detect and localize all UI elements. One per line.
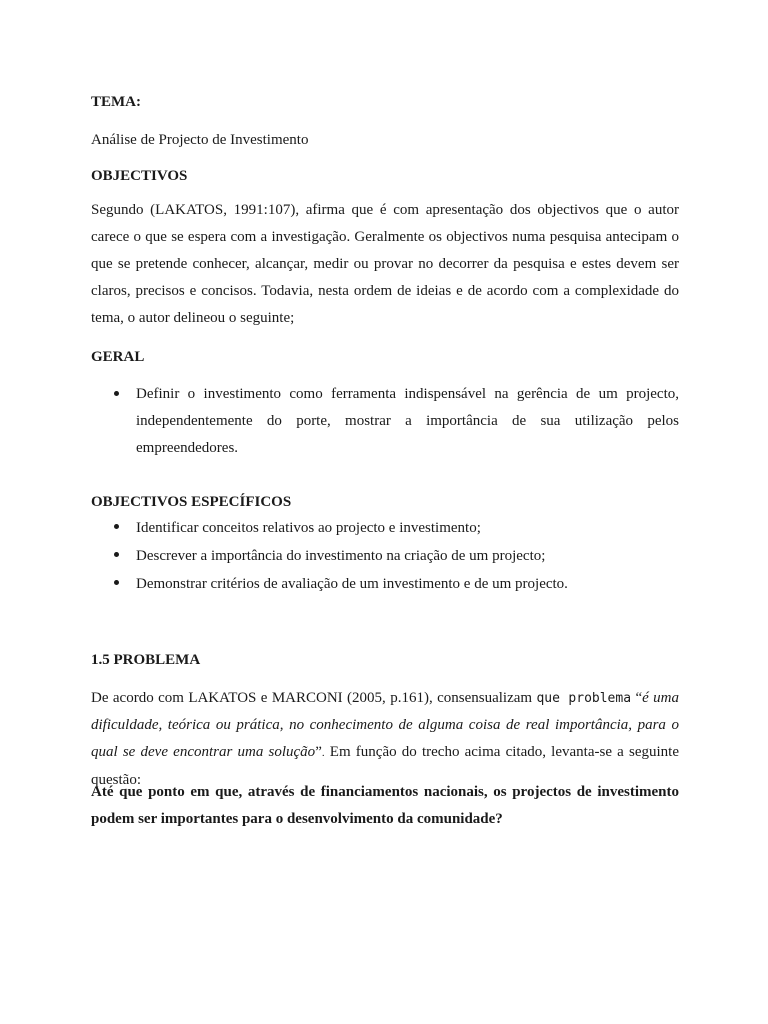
geral-item-text: Definir o investimento como ferramenta indispensável na gerência de um projecto, independentemente do porte, mostrar a importância de sua utilização pelos empreendedores. [136, 386, 679, 456]
list-item [91, 542, 679, 570]
document-page [91, 0, 679, 1024]
tema-text: Análise de Projecto de Investimento [91, 132, 309, 148]
list-item [91, 514, 679, 542]
problema-intro: De acordo com LAKATOS e MARCONI (2005, p.161), consensualizam [91, 690, 537, 706]
bullet-icon [114, 552, 119, 557]
especificos-item-text: Descrever a importância do investimento na criação de um projecto; [136, 548, 546, 564]
problema-paragraph [91, 685, 679, 794]
problema-close-quote: ” [315, 744, 322, 760]
list-item [91, 381, 679, 462]
especificos-item-text: Identificar conceitos relativos ao projecto e investimento; [136, 520, 481, 536]
problema-mono-text: que problema [536, 691, 632, 706]
especificos-heading: OBJECTIVOS ESPECÍFICOS [91, 494, 292, 510]
bullet-icon [114, 524, 119, 529]
objectivos-heading: OBJECTIVOS [91, 168, 188, 184]
objectivos-paragraph: Segundo (LAKATOS, 1991:107), afirma que é com apresentação dos objectivos que o autor carece o que se espera com a investigação. Geralmente os objectivos numa pesquisa antecipam o que se pretende conhecer, alcançar, medir ou provar no decorrer da pesquisa e estes devem ser claros, precisos e concisos. Todavia, nesta ordem de ideias e de acordo com a complexidade do tema, o autor delineou o seguinte; [91, 202, 679, 326]
bullet-icon [114, 391, 119, 396]
problema-open-quote: “ [631, 690, 643, 706]
problema-question: Até que ponto em que, através de financiamentos nacionais, os projectos de investimento podem ser importantes para o desenvolvimento da comunidade? [91, 784, 679, 827]
problema-tail: Em função do trecho acima citado, levanta-se a seguinte questão: [91, 744, 679, 788]
problema-small-dot: . [321, 747, 325, 759]
problema-heading: 1.5 PROBLEMA [91, 652, 201, 668]
bullet-icon [114, 580, 119, 585]
geral-list [91, 381, 679, 462]
especificos-item-text: Demonstrar critérios de avaliação de um investimento e de um projecto. [136, 576, 568, 592]
geral-heading: GERAL [91, 349, 145, 365]
especificos-list [91, 514, 679, 598]
problema-quote: é uma dificuldade, teórica ou prática, no conhecimento de alguma coisa de real importância, para o qual se deve encontrar uma solução [91, 690, 679, 760]
list-item [91, 570, 679, 598]
tema-heading: TEMA: [91, 94, 141, 110]
